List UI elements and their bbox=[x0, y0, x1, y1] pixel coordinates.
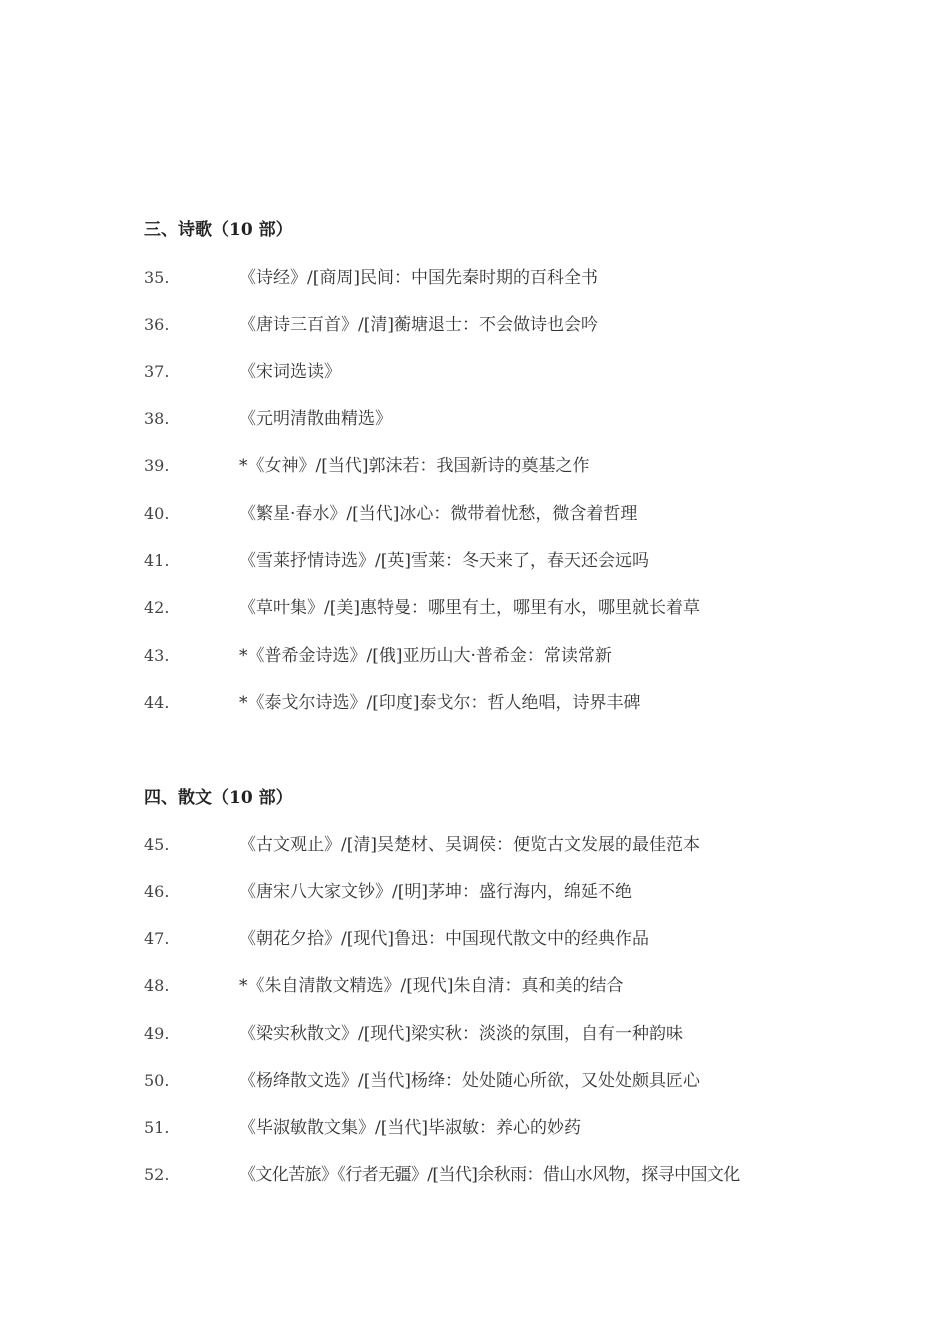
entry-text: 《唐诗三百首》/[清]蘅塘退士：不会做诗也会吟 bbox=[239, 315, 598, 335]
entry-number: 45. bbox=[144, 835, 170, 854]
entry-text: *《泰戈尔诗选》/[印度]泰戈尔：哲人绝唱，诗界丰碑 bbox=[239, 693, 641, 713]
list-item bbox=[144, 1163, 924, 1187]
entry-text: 《元明清散曲精选》 bbox=[239, 409, 392, 429]
entry-number: 40. bbox=[144, 504, 170, 523]
list-item bbox=[144, 1022, 924, 1046]
entry-number: 46. bbox=[144, 882, 170, 901]
list-item bbox=[144, 927, 924, 951]
entry-text: 《繁星·春水》/[当代]冰心：微带着忧愁，微含着哲理 bbox=[239, 504, 638, 524]
list-item bbox=[144, 596, 924, 620]
entry-text: *《普希金诗选》/[俄]亚历山大·普希金：常读常新 bbox=[239, 646, 612, 666]
list-item bbox=[144, 454, 924, 478]
entry-text: 《雪莱抒情诗选》/[英]雪莱：冬天来了，春天还会远吗 bbox=[239, 551, 649, 571]
entry-number: 47. bbox=[144, 929, 170, 948]
entry-number: 51. bbox=[144, 1118, 170, 1137]
list-item bbox=[144, 360, 924, 384]
entry-text: 《古文观止》/[清]吴楚材、吴调侯：便览古文发展的最佳范本 bbox=[239, 835, 700, 855]
entry-text: 《梁实秋散文》/[现代]梁实秋：淡淡的氛围，自有一种韵味 bbox=[239, 1024, 683, 1044]
list-item bbox=[144, 974, 924, 998]
entry-text: 《宋词选读》 bbox=[239, 362, 341, 382]
list-item bbox=[144, 407, 924, 431]
entry-number: 52. bbox=[144, 1165, 170, 1184]
entry-number: 48. bbox=[144, 976, 170, 995]
entry-number: 50. bbox=[144, 1071, 170, 1090]
list-item bbox=[144, 266, 924, 290]
section-title-poetry: 三、诗歌（10 部） bbox=[144, 220, 293, 240]
entry-text: 《文化苦旅》《行者无疆》/[当代]余秋雨：借山水风物，探寻中国文化 bbox=[239, 1165, 740, 1185]
entry-number: 42. bbox=[144, 598, 170, 617]
entry-number: 41. bbox=[144, 551, 170, 570]
entry-text: 《草叶集》/[美]惠特曼：哪里有土，哪里有水，哪里就长着草 bbox=[239, 598, 700, 618]
entry-number: 39. bbox=[144, 456, 170, 475]
entry-number: 37. bbox=[144, 362, 170, 381]
entry-text: 《唐宋八大家文钞》/[明]茅坤：盛行海内，绵延不绝 bbox=[239, 882, 632, 902]
list-item bbox=[144, 691, 924, 715]
list-item bbox=[144, 644, 924, 668]
entry-number: 36. bbox=[144, 315, 170, 334]
list-item bbox=[144, 549, 924, 573]
entry-number: 43. bbox=[144, 646, 170, 665]
entry-text: 《诗经》/[商周]民间：中国先秦时期的百科全书 bbox=[239, 268, 598, 288]
entry-number: 44. bbox=[144, 693, 170, 712]
list-item bbox=[144, 1116, 924, 1140]
list-item bbox=[144, 313, 924, 337]
list-item bbox=[144, 833, 924, 857]
entry-text: 《毕淑敏散文集》/[当代]毕淑敏：养心的妙药 bbox=[239, 1118, 581, 1138]
entry-number: 35. bbox=[144, 268, 170, 287]
entry-text: *《女神》/[当代]郭沫若：我国新诗的奠基之作 bbox=[239, 456, 590, 476]
entry-text: 《杨绛散文选》/[当代]杨绛：处处随心所欲，又处处颇具匠心 bbox=[239, 1071, 700, 1091]
entry-number: 49. bbox=[144, 1024, 170, 1043]
list-item bbox=[144, 1069, 924, 1093]
section-title-prose: 四、散文（10 部） bbox=[144, 788, 293, 808]
entry-text: *《朱自清散文精选》/[现代]朱自清：真和美的结合 bbox=[239, 976, 624, 996]
list-item bbox=[144, 502, 924, 526]
entry-text: 《朝花夕拾》/[现代]鲁迅：中国现代散文中的经典作品 bbox=[239, 929, 649, 949]
entry-number: 38. bbox=[144, 409, 170, 428]
list-item bbox=[144, 880, 924, 904]
